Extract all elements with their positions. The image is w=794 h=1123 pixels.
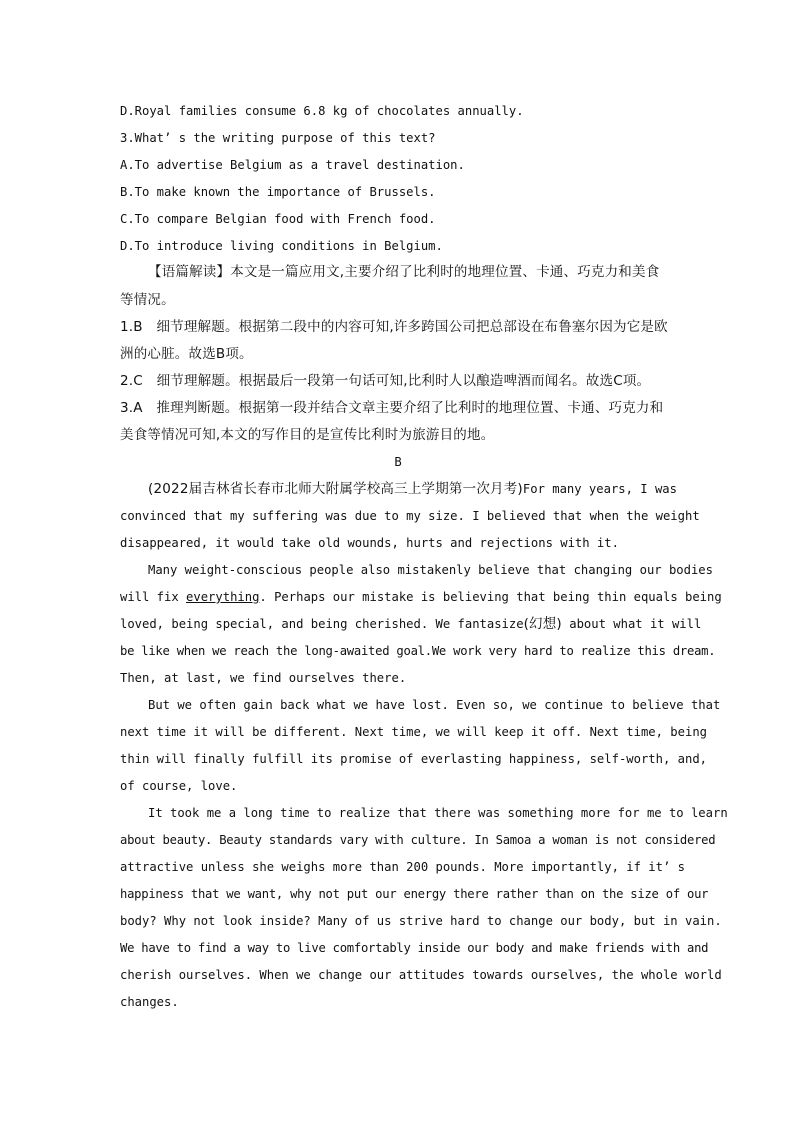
passage-p4-line1: It took me a long time to realize that there was something more for me to learn [148,806,728,820]
passage-p2-line2 [120,589,722,605]
answer-3-line2: 美食等情况可知,本文的写作目的是宣传比利时为旅游目的地。 [120,427,495,443]
p2-post: . Perhaps our mistake is believing that being thin equals being [259,590,722,604]
analysis-summary-line2: 等情况。 [120,292,175,308]
option-d-q3: D.To introduce living conditions in Belgium. [120,239,443,253]
passage-p2-line5: Then, at last, we find ourselves there. [120,671,407,685]
answer-1-line2: 洲的心脏。故选B项。 [120,346,253,362]
analysis-summary-line1: 【语篇解读】本文是一篇应用文,主要介绍了比利时的地理位置、卡通、巧克力和美食 [148,264,660,280]
answer-2: 2.C 细节理解题。根据最后一段第一句话可知,比利时人以酿造啤酒而闻名。故选C项。 [120,373,651,389]
passage-p1-line1 [148,481,676,497]
passage-source: (2022届吉林省长春市北师大附属学校高三上学期第一次月考) [148,481,523,497]
passage-p3-line2: next time it will be different. Next time, we will keep it off. Next time, being [120,725,707,739]
passage-p4-line7: cherish ourselves. When we change our attitudes towards ourselves, the whole world [120,968,722,982]
answer-1-line1: 1.B 细节理解题。根据第二段中的内容可知,许多跨国公司把总部设在布鲁塞尔因为它是欧 [120,319,668,335]
passage-p2-line4: be like when we reach the long-awaited goal.We work very hard to realize this dream. [120,644,716,658]
passage-p3-line3: thin will finally fulfill its promise of everlasting happiness, self-worth, and, [120,752,707,766]
passage-p1-line2: convinced that my suffering was due to my size. I believed that when the weight [120,509,700,523]
answer-3-line1: 3.A 推理判断题。根据第一段并结合文章主要介绍了比利时的地理位置、卡通、巧克力和 [120,400,664,416]
passage-p1-text: For many years, I was [522,482,677,496]
section-heading-b: B [394,455,402,469]
passage-p2-line1: Many weight-conscious people also mistakenly believe that changing our bodies [148,563,713,577]
passage-p3-line1: But we often gain back what we have lost. Even so, we continue to believe that [148,698,721,712]
option-c-q3: C.To compare Belgian food with French food. [120,212,436,226]
passage-p4-line4: happiness that we want, why not put our energy there rather than on the size of our [120,887,709,901]
passage-p1-line3: disappeared, it would take old wounds, hurts and rejections with it. [120,536,619,550]
p2-l3-post: about what it will [561,617,702,631]
passage-p4-line6: We have to find a way to live comfortably inside our body and make friends with and [120,941,709,955]
option-a-q3: A.To advertise Belgium as a travel destination. [120,158,465,172]
option-b-q3: B.To make known the importance of Brussels. [120,185,436,199]
passage-p3-line4: of course, love. [120,779,238,793]
underlined-word-everything: everything [186,590,260,604]
passage-p4-line2: about beauty. Beauty standards vary with culture. In Samoa a woman is not considered [120,833,716,847]
p2-l3-pre: loved, being special, and being cherished. We fantasize [120,617,524,631]
question-3: 3.What’ s the writing purpose of this text? [120,131,436,145]
passage-p4-line3: attractive unless she weighs more than 200 pounds. More importantly, if it’ s [120,860,685,874]
passage-p4-line8: changes. [120,995,179,1009]
gloss-fantasize: (幻想) [523,616,562,632]
passage-p4-line5: body? Why not look inside? Many of us strive hard to change our body, but in vain. [120,914,722,928]
passage-p2-line3 [120,616,702,632]
option-d-q2: D.Royal families consume 6.8 kg of chocolates annually. [120,104,524,118]
p2-pre: will fix [120,590,187,604]
